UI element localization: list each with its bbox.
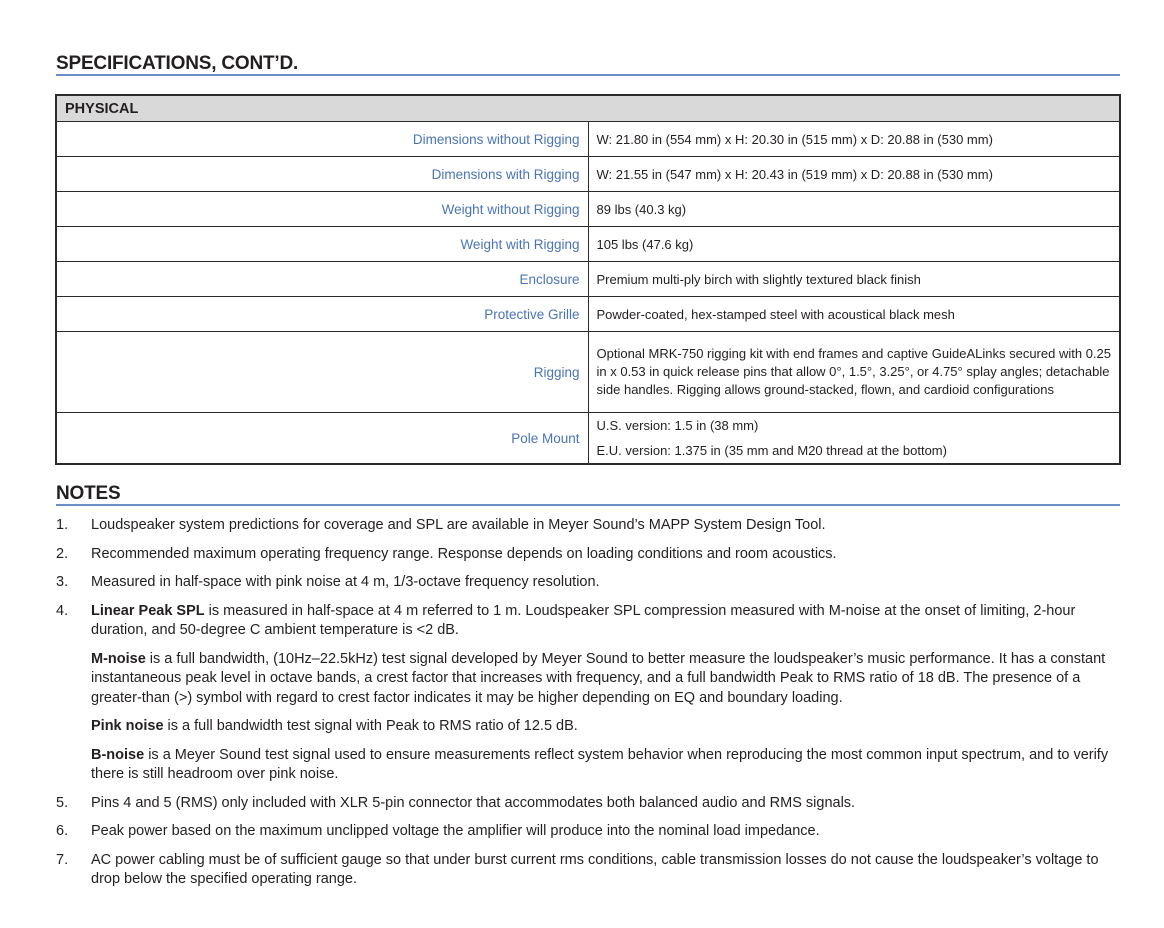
spec-value: 89 lbs (40.3 kg) [588,192,1120,227]
spec-value: 105 lbs (47.6 kg) [588,227,1120,262]
physical-spec-table [55,94,1121,465]
note-paragraph [91,746,1124,785]
note-paragraph [91,717,1124,737]
title-divider [56,74,1120,76]
spec-label: Rigging [56,332,588,413]
note-text: is a Meyer Sound test signal used to ensure measurements reflect system behavior when reproducing the most common input spectrum, and to verify there is still headroom over pink noise. [91,746,1109,782]
note-text: is a full bandwidth test signal with Peak to RMS ratio of 12.5 dB. [163,718,578,734]
table-row [56,413,1120,465]
spec-value-line: U.S. version: 1.5 in (38 mm) [596,418,759,433]
table-row [56,192,1120,227]
list-item [56,516,1124,536]
note-term: B-noise [91,746,145,763]
table-header-row [56,95,1120,122]
spec-label: Weight with Rigging [56,227,588,262]
note-text: Loudspeaker system predictions for coverage and SPL are available in Meyer Sound’s MAPP System Design Tool. [91,517,826,533]
table-section-header: PHYSICAL [56,95,1120,122]
table-row [56,122,1120,157]
note-text: is a full bandwidth, (10Hz–22.5kHz) test signal developed by Meyer Sound to better measure the loudspeaker’s music performance. It has a constant instantaneous peak level in octave bands, a crest factor that increases with frequency, and a full bandwidth Peak to RMS ratio of 18 dB. The presence of a greater-than (>) symbol with regard to crest factor indicates it may be higher depending on EQ and boundary loading. [91,650,1106,706]
note-number: 1. [56,517,69,533]
table-row [56,157,1120,192]
spec-value: W: 21.80 in (554 mm) x H: 20.30 in (515 mm) x D: 20.88 in (530 mm) [588,122,1120,157]
note-term: M-noise [91,650,146,667]
list-item [56,822,1124,842]
page-title: SPECIFICATIONS, CONT’D. [56,53,299,74]
list-item [56,794,1124,814]
note-number: 5. [56,794,69,811]
note-term: Linear Peak SPL [91,602,205,619]
spec-value [588,413,1120,465]
note-text: AC power cabling must be of sufficient gauge so that under burst current rms conditions, cable transmission losses do not cause the loudspeaker’s voltage to drop below the specified operating range. [91,851,1099,887]
note-number: 6. [56,823,69,839]
spec-label: Dimensions without Rigging [56,122,588,157]
spec-label: Protective Grille [56,297,588,332]
list-item [56,602,1124,785]
notes-divider [56,504,1120,506]
spec-value: Premium multi-ply birch with slightly textured black finish [588,262,1120,297]
note-term: Pink noise [91,718,164,734]
notes-title: NOTES [56,483,121,504]
note-text: is measured in half-space at 4 m referred to 1 m. Loudspeaker SPL compression measured with M-noise at the onset of limiting, 2-hour duration, and 50-degree C ambient temperature is <2 dB. [91,602,1076,638]
note-number: 7. [56,851,69,868]
note-paragraph [91,650,1124,709]
spec-label: Pole Mount [56,413,588,465]
list-item [56,851,1124,890]
note-text: Recommended maximum operating frequency range. Response depends on loading conditions and room acoustics. [91,545,837,562]
spec-value: W: 21.55 in (547 mm) x H: 20.43 in (519 mm) x D: 20.88 in (530 mm) [588,157,1120,192]
table-row [56,297,1120,332]
spec-label: Dimensions with Rigging [56,157,588,192]
spec-label: Enclosure [56,262,588,297]
note-text: Measured in half-space with pink noise at 4 m, 1/3-octave frequency resolution. [91,574,600,590]
list-item [56,545,1124,565]
spec-value: Powder-coated, hex-stamped steel with acoustical black mesh [588,297,1120,332]
spec-value: Optional MRK-750 rigging kit with end frames and captive GuideALinks secured with 0.25 in x 0.53 in quick release pins that allow 0°, 1.5°, 3.25°, or 4.75° splay angles; detachable side handles. Rigging allows ground-stacked, flown, and cardioid configurations [588,332,1120,413]
note-text: Pins 4 and 5 (RMS) only included with XLR 5-pin connector that accommodates both balanced audio and RMS signals. [91,794,856,811]
list-item [56,573,1124,593]
note-paragraph [91,602,1124,641]
note-number: 2. [56,545,69,562]
table-row [56,227,1120,262]
table-row [56,262,1120,297]
table-row [56,332,1120,413]
notes-list [56,516,1124,899]
note-number: 4. [56,602,69,619]
spec-value-line: E.U. version: 1.375 in (35 mm and M20 thread at the bottom) [596,443,947,458]
note-number: 3. [56,574,69,590]
note-text: Peak power based on the maximum unclipped voltage the amplifier will produce into the nominal load impedance. [91,823,820,839]
spec-label: Weight without Rigging [56,192,588,227]
